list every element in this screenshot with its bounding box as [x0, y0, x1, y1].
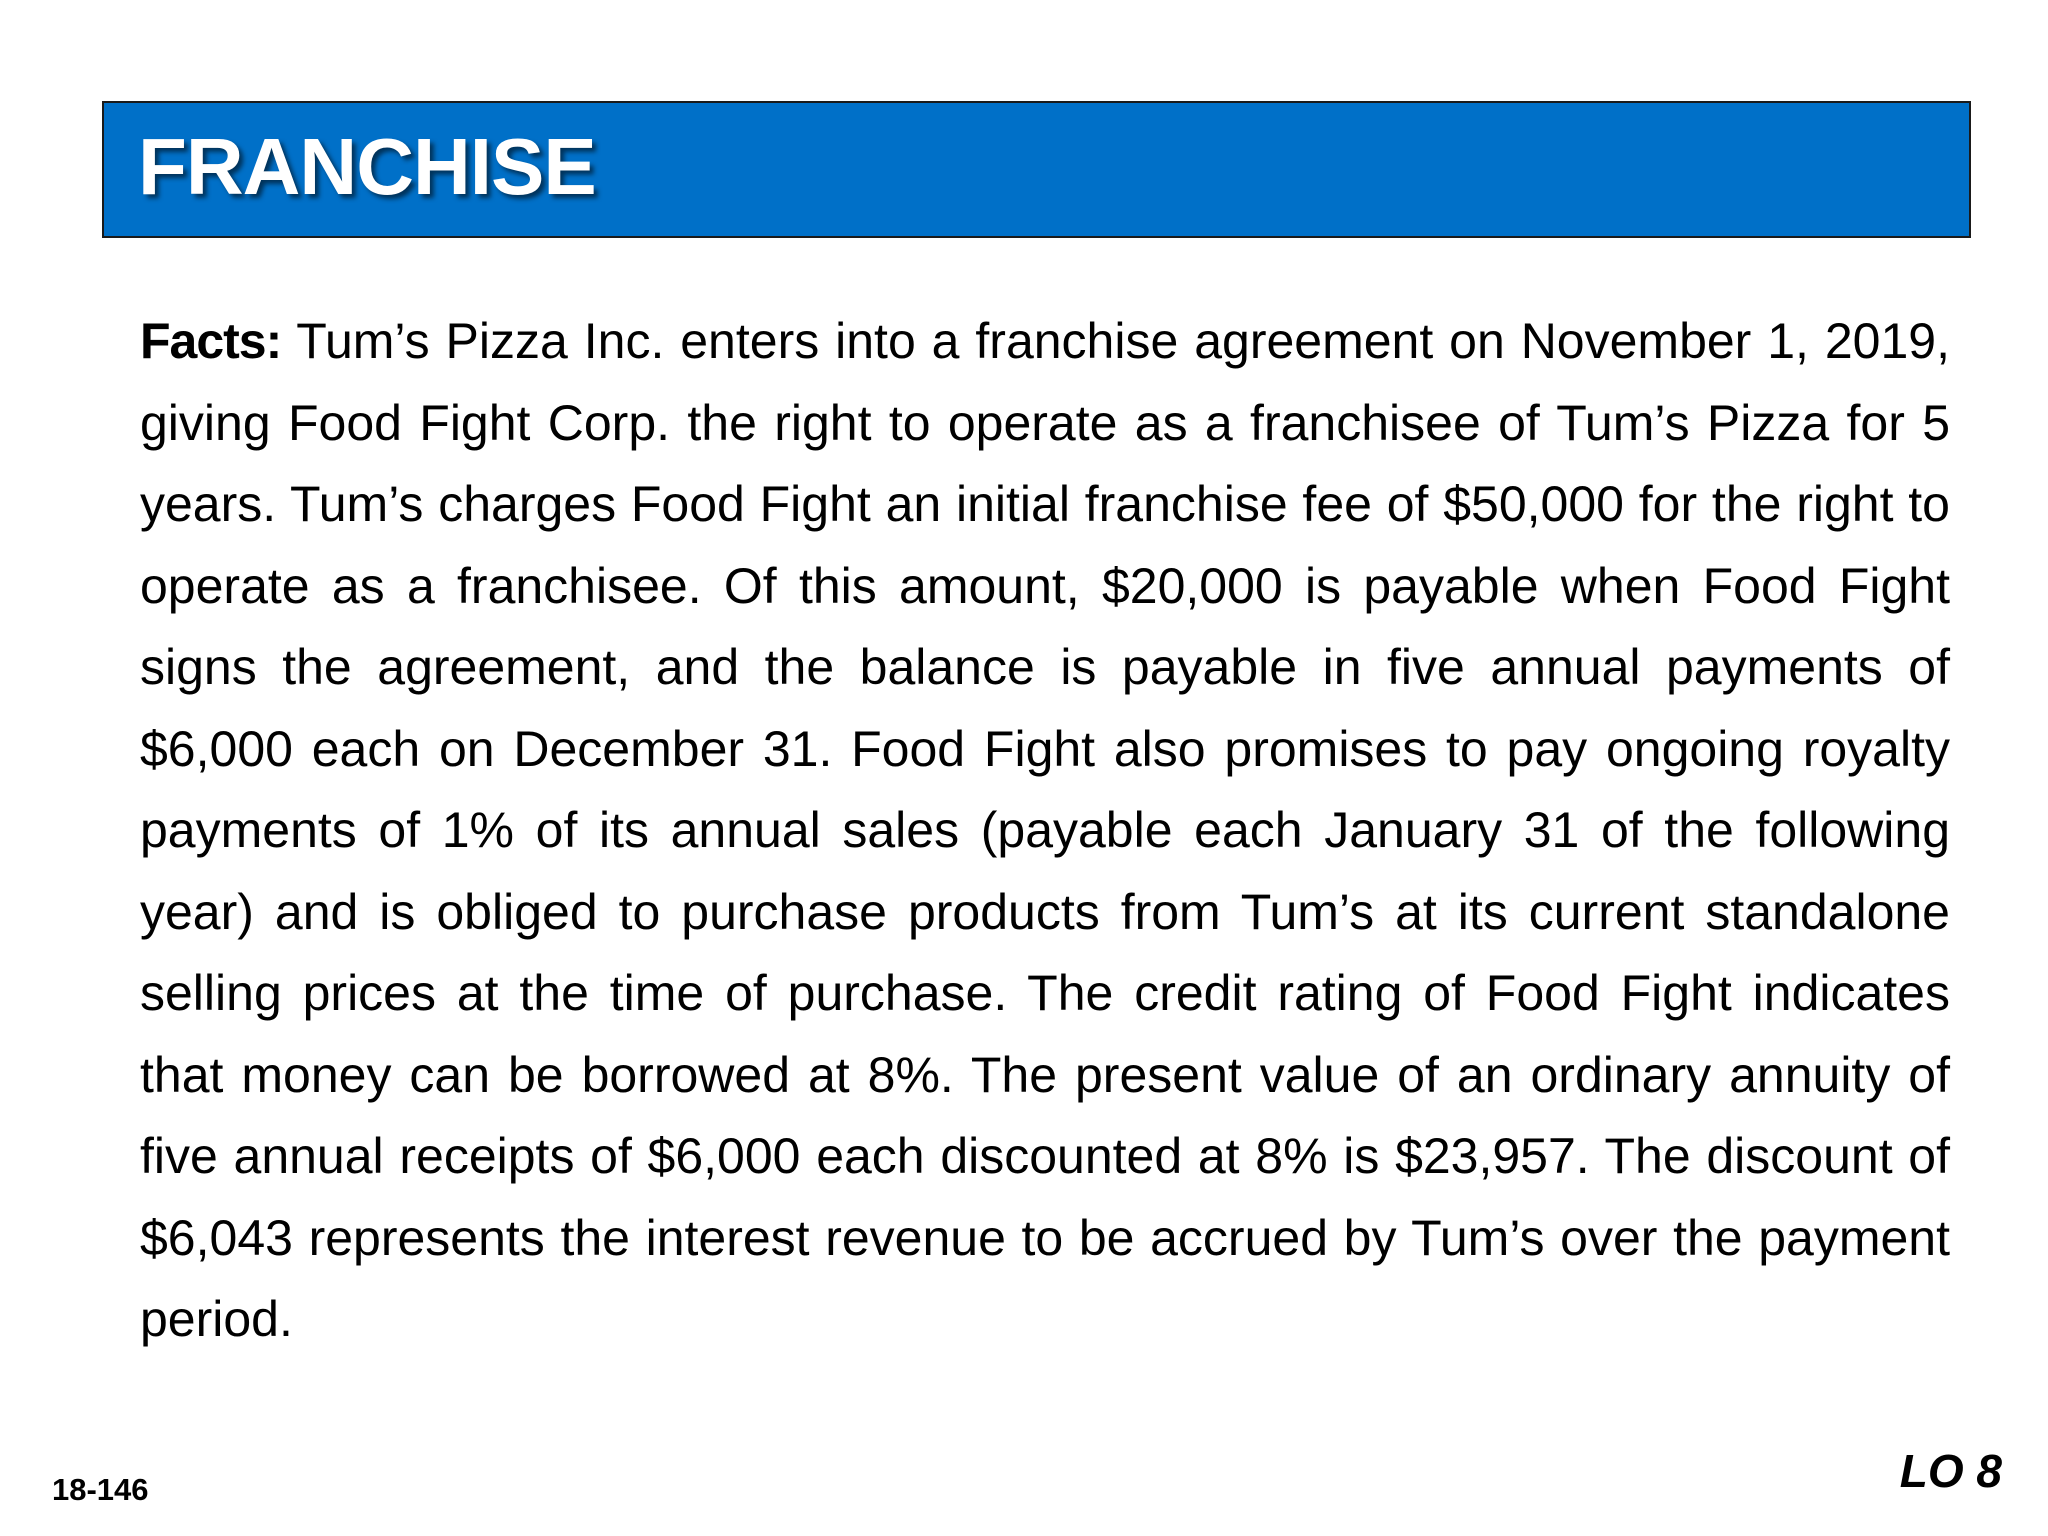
slide-number: 18-146 [52, 1472, 149, 1507]
learning-objective-label: LO 8 [1899, 1445, 2002, 1497]
facts-paragraph [140, 301, 1950, 1361]
facts-body: Tum’s Pizza Inc. enters into a franchise agreement on November 1, 2019, giving Food Fight Corp. the right to operate as a franchisee of Tum’s Pizza for 5 years. Tum’s charges Food Fight an initial franchise fee of $50,000 for the right to operate as a franchisee. Of this amount, $20,000 is payable when Food Fight signs the agreement, and the balance is payable in five annual payments of $6,000 each on December 31. Food Fight also promises to pay ongoing royalty payments of 1% of its annual sales (payable each January 31 of the following year) and is obliged to purchase products from Tum’s at its current standalone selling prices at the time of purchase. The credit rating of Food Fight indicates that money can be borrowed at 8%. The present value of an ordinary annuity of five annual receipts of $6,000 each discounted at 8% is $23,957. The discount of $6,043 represents the interest revenue to be accrued by Tum’s over the payment period. [140, 313, 1950, 1347]
facts-label: Facts: [140, 313, 282, 369]
slide-title: FRANCHISE [138, 122, 596, 211]
title-bar [102, 101, 1971, 238]
